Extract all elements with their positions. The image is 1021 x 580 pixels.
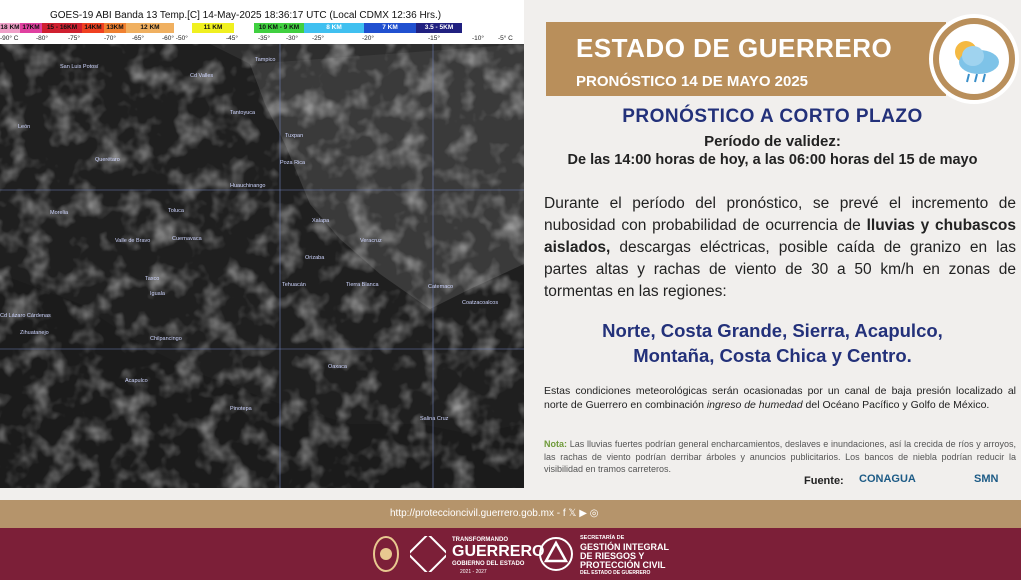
smn-logo: SMN	[974, 473, 999, 485]
city-label: Tampico	[255, 57, 276, 63]
city-label: Orizaba	[305, 255, 325, 261]
city-label: Xalapa	[312, 218, 330, 224]
city-label: Zihuatanejo	[20, 330, 49, 336]
city-label: Poza Rica	[280, 160, 306, 166]
scale-segment: 11 KM	[192, 23, 234, 33]
scale-segment	[234, 23, 254, 33]
scale-temp: -15°	[428, 35, 440, 42]
website-link[interactable]: http://proteccioncivil.guerrero.gob.mx - f 𝕏 ▶ ◎	[390, 508, 599, 519]
instagram-icon[interactable]: ◎	[589, 508, 599, 519]
scale-segment: 15 - 16KM	[42, 23, 82, 33]
scale-segment: 10 KM - 9 KM	[254, 23, 304, 33]
city-label: Veracruz	[360, 238, 382, 244]
scale-temp: -30°	[286, 35, 298, 42]
conditions-text: Estas condiciones meteorológicas serán ocasionadas por un canal de baja presión localizado al norte de Guerrero en combinación ingreso de humedad del Océano Pacífico y Golfo de México.	[544, 385, 1016, 411]
city-label: Querétaro	[95, 157, 120, 163]
city-label: Taxco	[145, 276, 160, 282]
guerrero-logo-icon	[410, 536, 446, 572]
city-label: Acapulco	[125, 378, 148, 384]
scale-temp: -45°	[226, 35, 238, 42]
weather-badge	[929, 14, 1019, 104]
forecast-subtitle: PRONÓSTICO A CORTO PLAZO	[622, 106, 923, 127]
city-label: Tierra Blanca	[346, 282, 379, 288]
note-text: Nota: Las lluvias fuertes podrían general encharcamientos, deslaves e inundaciones, así la crecida de ríos y arroyos, las rachas de viento podrían derribar árboles y anuncios publicitarios. Los bancos de niebla podrían reducir la visibilidad en tramos carreteros.	[544, 439, 1016, 474]
scale-temp: -35°	[258, 35, 270, 42]
city-label: Huauchinango	[230, 183, 266, 189]
scale-segment	[174, 23, 192, 33]
civil-protection-icon	[538, 536, 574, 572]
youtube-icon[interactable]: ▶	[579, 508, 587, 519]
scale-segment: 12 KM	[126, 23, 174, 33]
city-label: Cd Lázaro Cárdenas	[0, 313, 51, 319]
footer: TRANSFORMANDO GUERRERO GOBIERNO DEL ESTADO 2021 - 2027 SECRETARÍA DE GESTIÓN INTEGRAL DE RIESGOS Y PROTECCIÓN CIVIL DEL ESTADO DE GUERRERO	[0, 528, 1021, 580]
city-label: Coatzacoalcos	[462, 300, 499, 306]
x-icon[interactable]: 𝕏	[568, 508, 577, 519]
scale-temp: -5° C	[498, 35, 513, 42]
satellite-title: GOES-19 ABI Banda 13 Temp.[C] 14-May-2025 18:36:17 UTC (Local CDMX 12:36 Hrs.)	[50, 10, 442, 21]
city-label: Tuxpan	[285, 133, 304, 139]
city-label: Tantoyuca	[230, 110, 256, 116]
regions: Norte, Costa Grande, Sierra, Acapulco, Montaña, Costa Chica y Centro.	[602, 320, 943, 366]
validity-label: Período de validez:	[704, 133, 841, 150]
city-label: Valle de Bravo	[115, 238, 151, 244]
city-label: Tehuacán	[282, 282, 306, 288]
city-label: Chilpancingo	[150, 336, 182, 342]
satellite-image	[0, 0, 524, 488]
scale-segment: 14KM	[82, 23, 104, 33]
scale-temp: -10°	[472, 35, 484, 42]
city-label: Toluca	[168, 208, 184, 214]
state-banner	[546, 22, 946, 96]
city-label: Salina Cruz	[420, 416, 449, 422]
city-label: Cuernavaca	[172, 236, 202, 242]
city-label: San Luis Potosí	[60, 64, 99, 70]
scale-temp: -75°	[68, 35, 80, 42]
city-label: Cd Valles	[190, 73, 214, 79]
scale-temp: -20°	[362, 35, 374, 42]
scale-temp: -80°	[36, 35, 48, 42]
storm-cloud-icon	[939, 24, 1009, 94]
state-title: ESTADO DE GUERRERO	[576, 33, 893, 63]
city-label: León	[18, 124, 31, 130]
scale-temp: -90° C	[0, 35, 19, 42]
scale-segment: 7 KM	[364, 23, 416, 33]
conagua-logo: CONAGUA	[859, 473, 916, 485]
forecast-date: PRONÓSTICO 14 DE MAYO 2025	[576, 73, 809, 90]
scale-segment: 3.5 - 5KM	[416, 23, 462, 33]
city-label: Pinotepa	[230, 406, 252, 412]
scale-segment: 8 KM	[304, 23, 364, 33]
city-label: Oaxaca	[328, 364, 347, 370]
scale-segment: 18 KM	[0, 24, 20, 31]
scale-temp: -65°	[132, 35, 144, 42]
forecast-body: Durante el período del pronóstico, se prevé el incremento de nubosidad con probabilidad de ocurrencia de lluvias y chubascos aislados, descargas eléctricas, posible caída de granizo en las partes altas y rachas de viento de 30 a 50 km/h en zonas de tormentas en las regiones:	[544, 195, 1016, 300]
scale-temp: -25°	[312, 35, 324, 42]
scale-temp: -60° -50°	[162, 35, 188, 42]
facebook-icon[interactable]: f	[562, 508, 566, 519]
scale-segment: 17KM	[20, 23, 42, 33]
scale-segment: 13KM	[104, 23, 126, 33]
forecast-panel	[524, 0, 1021, 488]
source-label: Fuente:	[804, 475, 844, 487]
scale-temp: -70°	[104, 35, 116, 42]
validity-hours: De las 14:00 horas de hoy, a las 06:00 horas del 15 de mayo	[567, 152, 978, 168]
city-label: Morelia	[50, 210, 69, 216]
city-label: Catemaco	[428, 284, 454, 290]
state-seal-icon	[372, 534, 400, 574]
city-label: Iguala	[150, 291, 165, 297]
